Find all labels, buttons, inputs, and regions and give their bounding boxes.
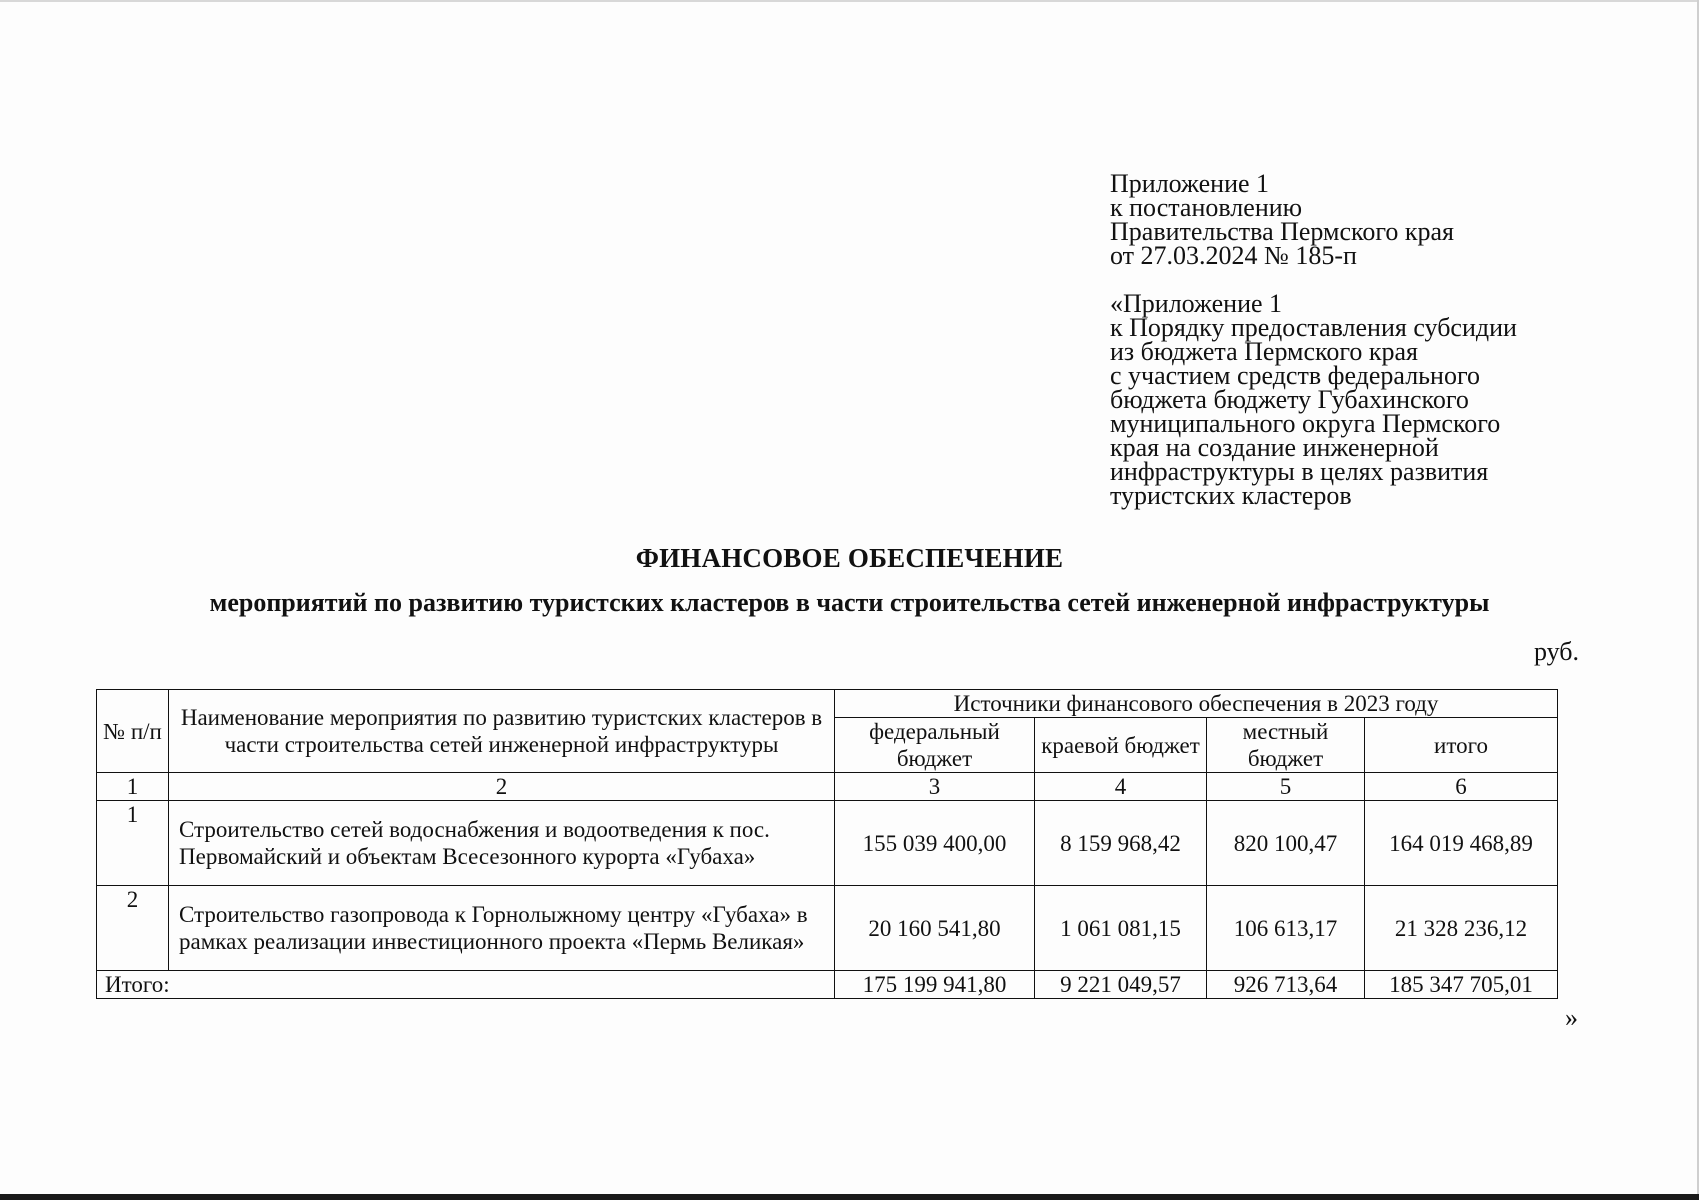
annex-line: к Порядку предоставления субсидии (1110, 313, 1517, 342)
total-federal: 175 199 941,80 (835, 971, 1035, 999)
annex-line: туристских кластеров (1110, 481, 1352, 510)
index-cell: 6 (1365, 773, 1558, 801)
table-header-row (97, 690, 1558, 718)
annex-procedure-block (1110, 289, 1517, 510)
header-local: местный бюджет (1207, 718, 1365, 773)
annex-resolution-block (1110, 169, 1454, 270)
annex-line: Приложение 1 (1110, 169, 1270, 198)
column-index-row (97, 773, 1558, 801)
header-total: итого (1365, 718, 1558, 773)
annex-line: к постановлению (1110, 193, 1303, 222)
table-row (97, 801, 1558, 886)
table-row (97, 886, 1558, 971)
document-title: ФИНАНСОВОЕ ОБЕСПЕЧЕНИЕ (635, 543, 1064, 573)
index-cell: 5 (1207, 773, 1365, 801)
row-num: 1 (97, 801, 169, 886)
row-regional: 8 159 968,42 (1035, 801, 1207, 886)
row-local: 106 613,17 (1207, 886, 1365, 971)
annex-line: от 27.03.2024 № 185-п (1110, 241, 1357, 270)
currency-unit: руб. (1533, 637, 1579, 666)
row-federal: 20 160 541,80 (835, 886, 1035, 971)
annex-line: инфраструктуры в целях развития (1110, 457, 1489, 486)
scan-edge-bottom (0, 1194, 1699, 1200)
index-cell: 4 (1035, 773, 1207, 801)
total-sum: 185 347 705,01 (1365, 971, 1558, 999)
scan-edge-top (0, 0, 1699, 2)
header-regional: краевой бюджет (1035, 718, 1207, 773)
annex-line: с участием средств федерального (1110, 361, 1480, 390)
annex-line: из бюджета Пермского края (1110, 337, 1419, 366)
document-subtitle: мероприятий по развитию туристских кластеров в части строительства сетей инженерной инфраструктуры (209, 588, 1490, 617)
row-local: 820 100,47 (1207, 801, 1365, 886)
annex-line: края на создание инженерной (1110, 433, 1439, 462)
annex-line: муниципального округа Пермского (1110, 409, 1501, 438)
financing-table (96, 689, 1558, 999)
row-federal: 155 039 400,00 (835, 801, 1035, 886)
index-cell: 1 (97, 773, 169, 801)
row-name: Строительство газопровода к Горнолыжному центру «Губаха» в рамках реализации инвестиционного проекта «Пермь Великая» (169, 886, 835, 971)
row-total: 164 019 468,89 (1365, 801, 1558, 886)
total-label: Итого: (97, 971, 835, 999)
total-regional: 9 221 049,57 (1035, 971, 1207, 999)
header-federal: федеральный бюджет (835, 718, 1035, 773)
index-cell: 3 (835, 773, 1035, 801)
closing-quote: » (1565, 1003, 1578, 1032)
total-local: 926 713,64 (1207, 971, 1365, 999)
index-cell: 2 (169, 773, 835, 801)
header-num: № п/п (97, 690, 169, 773)
annex-line: «Приложение 1 (1110, 289, 1283, 318)
row-total: 21 328 236,12 (1365, 886, 1558, 971)
row-regional: 1 061 081,15 (1035, 886, 1207, 971)
annex-line: Правительства Пермского края (1110, 217, 1454, 246)
header-name: Наименование мероприятия по развитию туристских кластеров в части строительства сетей инженерной инфраструктуры (169, 690, 835, 773)
row-num: 2 (97, 886, 169, 971)
row-name: Строительство сетей водоснабжения и водоотведения к пос. Первомайский и объектам Всесезонного курорта «Губаха» (169, 801, 835, 886)
table-total-row (97, 971, 1558, 999)
annex-line: бюджета бюджету Губахинского (1110, 385, 1469, 414)
header-sources: Источники финансового обеспечения в 2023 году (835, 690, 1558, 718)
